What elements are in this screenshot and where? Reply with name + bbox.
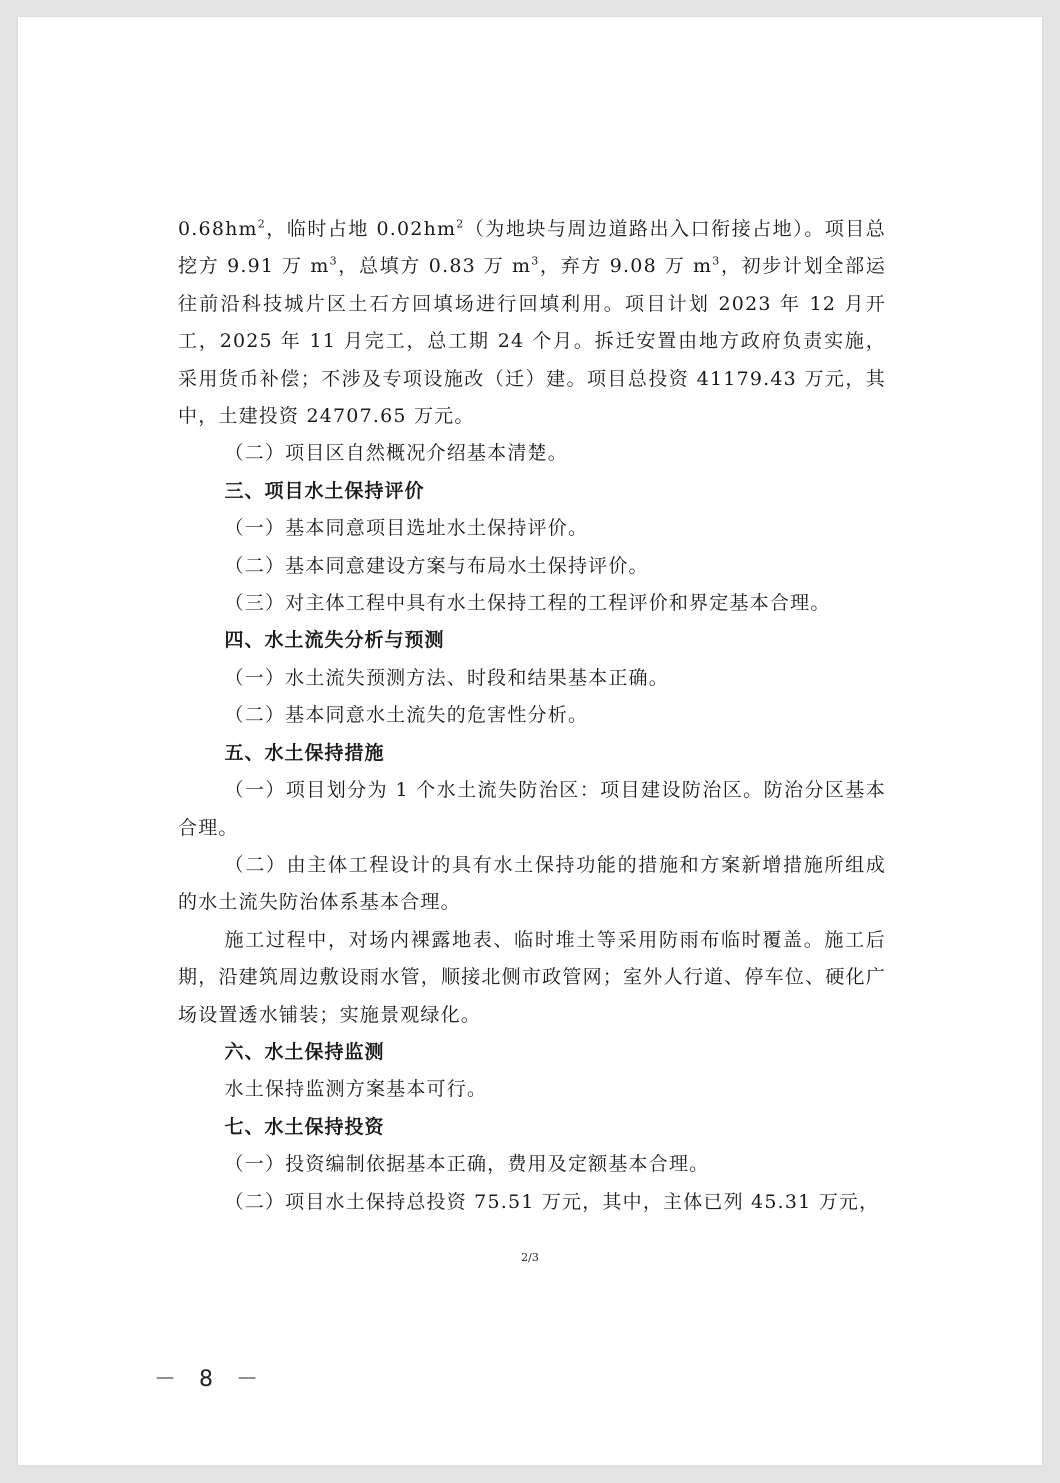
paragraph: [178, 1146, 886, 1183]
text-run: （三）对主体工程中具有水土保持工程的工程评价和界定基本合理。: [224, 592, 831, 615]
superscript: 2: [257, 217, 266, 231]
text-run: ，弃方 9.08 万 m: [539, 255, 713, 278]
paragraph: [178, 211, 886, 435]
superscript: 3: [712, 255, 721, 269]
text-run: 0.68hm: [178, 218, 258, 240]
paragraph: [178, 1071, 886, 1108]
paragraph: [178, 660, 886, 697]
text-run: （二）项目水土保持总投资 75.51 万元，其中，主体已列 45.31 万元，: [224, 1190, 880, 1213]
superscript: 2: [456, 217, 465, 231]
paragraph: [178, 1184, 886, 1221]
text-run: ，总填方 0.83 万 m: [337, 255, 532, 278]
text-run: ，临时占地 0.02hm: [265, 218, 457, 240]
document-body: [178, 211, 886, 1221]
text-run: 七、水土保持投资: [224, 1115, 385, 1138]
paragraph: [178, 510, 886, 547]
text-run: ，初步计划全部运往前沿科技城片区土石方回填场进行回填利用。项目计划 2023 年 12 月开工，2025 年 11 月完工，总工期 24 个月。拆迁安置由地方政府负责实施，采用货币补偿；不涉及专项设施改（迁）建。项目总投资 41179.43 万元，其中，土建投资 24707.65 万元。: [178, 255, 886, 428]
text-run: （一）项目划分为 1 个水土流失防治区：项目建设防治区。防治分区基本合理。: [178, 779, 886, 839]
section-heading: [178, 1109, 886, 1146]
text-run: 水土保持监测方案基本可行。: [224, 1078, 488, 1101]
paragraph: [178, 435, 886, 472]
section-heading: [178, 1034, 886, 1071]
text-run: 三、项目水土保持评价: [224, 479, 425, 502]
paragraph: [178, 548, 886, 585]
text-run: （一）水土流失预测方法、时段和结果基本正确。: [224, 666, 669, 689]
text-run: 五、水土保持措施: [224, 741, 385, 764]
page-number: － 8 －: [154, 1367, 266, 1392]
superscript: 3: [329, 255, 338, 269]
text-run: （为地块与周边道路出入口衔接占地）。项目总挖方 9.91 万 m: [178, 218, 886, 278]
superscript: 3: [531, 255, 540, 269]
section-heading: [178, 735, 886, 772]
text-run: （二）由主体工程设计的具有水土保持功能的措施和方案新增措施所组成的水土流失防治体系基本合理。: [178, 853, 886, 914]
page-count: 2/3: [521, 1251, 539, 1264]
text-run: （二）基本同意水土流失的危害性分析。: [224, 704, 589, 727]
text-run: （二）基本同意建设方案与布局水土保持评价。: [224, 554, 649, 577]
text-run: （一）基本同意项目选址水土保持评价。: [224, 517, 589, 540]
section-heading: [178, 473, 886, 510]
section-heading: [178, 622, 886, 659]
text-run: （二）项目区自然概况介绍基本清楚。: [224, 442, 568, 465]
paragraph: [178, 922, 886, 1034]
paragraph: [178, 585, 886, 622]
paragraph: [178, 847, 886, 922]
paragraph: [178, 697, 886, 734]
document-page: [18, 17, 1042, 1465]
paragraph: [178, 772, 886, 847]
text-run: 六、水土保持监测: [224, 1040, 385, 1063]
text-run: 四、水土流失分析与预测: [224, 629, 445, 652]
text-run: （一）投资编制依据基本正确，费用及定额基本合理。: [224, 1153, 710, 1176]
text-run: 施工过程中，对场内裸露地表、临时堆土等采用防雨布临时覆盖。施工后期，沿建筑周边敷设雨水管，顺接北侧市政管网；室外人行道、停车位、硬化广场设置透水铺装；实施景观绿化。: [178, 928, 886, 1026]
